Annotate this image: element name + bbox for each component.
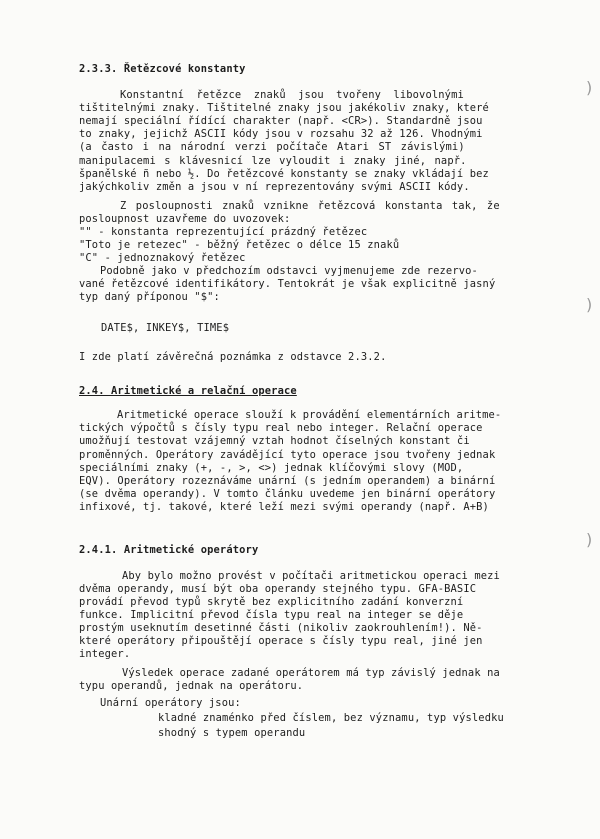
margin-scan-mark: ): [586, 295, 593, 314]
section-heading-2-4-1: 2.4.1. Aritmetické operátory: [79, 544, 259, 556]
section-heading-2-4: 2.4. Aritmetické a relační operace: [79, 385, 297, 397]
paragraph-line: tických výpočtů s čísly typu real nebo integer. Relační operace: [79, 422, 483, 434]
operator-description-line: kladné znaménko před číslem, bez významu, typ výsledku: [158, 712, 504, 724]
paragraph-line: Výsledek operace zadané operátorem má typ závislý jednak na: [122, 667, 500, 679]
operator-description-line: shodný s typem operandu: [158, 727, 306, 739]
paragraph-line: to znaky, jejichž ASCII kódy jsou v rozsahu 32 až 126. Vhodnými: [79, 128, 483, 140]
paragraph-line: nemají speciální řídící charakter (např. <CR>). Standardně jsou: [79, 115, 483, 127]
paragraph-line: dvěma operandy, musí být oba operandy stejného typu. GFA-BASIC: [79, 583, 477, 595]
paragraph-line: manipulacemi s klávesnicí lze vyloudit i znaky jiné, např.: [79, 155, 467, 167]
paragraph-line: španělské ñ nebo ½. Do řetězcové konstanty se znaky vkládají bez: [79, 168, 489, 180]
paragraph-line: typ daný příponou "$":: [79, 291, 220, 303]
paragraph-line: které operátory připouštějí operace s čísly typu real, jiné jen: [79, 635, 483, 647]
paragraph-line: proměnných. Operátory zavádějící tyto operace jsou tvořeny jednak: [79, 449, 496, 461]
paragraph-line: prostým useknutím desetinné části (nikoliv zaokrouhlením!). Ně-: [79, 622, 483, 634]
paragraph-line: Aritmetické operace slouží k provádění elementárních aritme-: [117, 409, 502, 421]
example-line: "Toto je retezec" - běžný řetězec o délce 15 znaků: [79, 239, 400, 251]
paragraph-line: umožňují testovat vzájemný vztah hodnot číselných konstant či: [79, 435, 470, 447]
paragraph-line: Aby bylo možno provést v počítači aritmetickou operaci mezi: [122, 570, 500, 582]
paragraph-line: EQV). Operátory rozeznáváme unární (s jedním operandem) a binární: [79, 475, 496, 487]
paragraph-line: infixové, tj. takové, které leží mezi svými operandy (např. A+B): [79, 501, 489, 513]
margin-scan-mark: ): [586, 78, 593, 97]
paragraph-line: posloupnost uzavřeme do uvozovek:: [79, 213, 291, 225]
paragraph-line: provádí převod typů skrytě bez explicitního zadání konverzní: [79, 596, 464, 608]
paragraph-line: funkce. Implicitní převod čísla typu real na integer se děje: [79, 609, 464, 621]
paragraph-line: jakýchkoliv změn a jsou v ní reprezentovány svými ASCII kódy.: [79, 181, 470, 193]
section-heading-2-3-3: 2.3.3. Řetězcové konstanty: [79, 63, 246, 75]
paragraph-line: Z posloupnosti znaků vznikne řetězcová konstanta tak, že: [120, 200, 500, 212]
example-line: "C" - jednoznakový řetězec: [79, 252, 246, 264]
paragraph-line: speciálními znaky (+, -, >, <>) jednak klíčovými slovy (MOD,: [79, 462, 464, 474]
paragraph-line: (se dvěma operandy). V tomto článku uvedeme jen binární operátory: [79, 488, 496, 500]
paragraph-line: typu operandů, jednak na operátoru.: [79, 680, 304, 692]
paragraph-line: Konstantní řetězce znaků jsou tvořeny libovolnými: [120, 89, 464, 101]
keyword-list: DATE$, INKEY$, TIME$: [101, 322, 230, 334]
paragraph-line: Podobně jako v předchozím odstavci vyjmenujeme zde rezervo-: [100, 265, 478, 277]
paragraph-line: (a často i na národní verzi počítače Atari ST závislými): [79, 141, 465, 153]
paragraph-line: I zde platí závěrečná poznámka z odstavce 2.3.2.: [79, 351, 387, 363]
paragraph-line: integer.: [79, 648, 131, 660]
paragraph-line: vané řetězcové identifikátory. Tentokrát je však explicitně jasný: [79, 278, 496, 290]
example-line: "" - konstanta reprezentující prázdný řetězec: [79, 226, 368, 238]
paragraph-line: Unární operátory jsou:: [100, 697, 241, 709]
margin-scan-mark: ): [586, 530, 593, 549]
paragraph-line: tištitelnými znaky. Tištitelné znaky jsou jakékoliv znaky, které: [79, 102, 489, 114]
